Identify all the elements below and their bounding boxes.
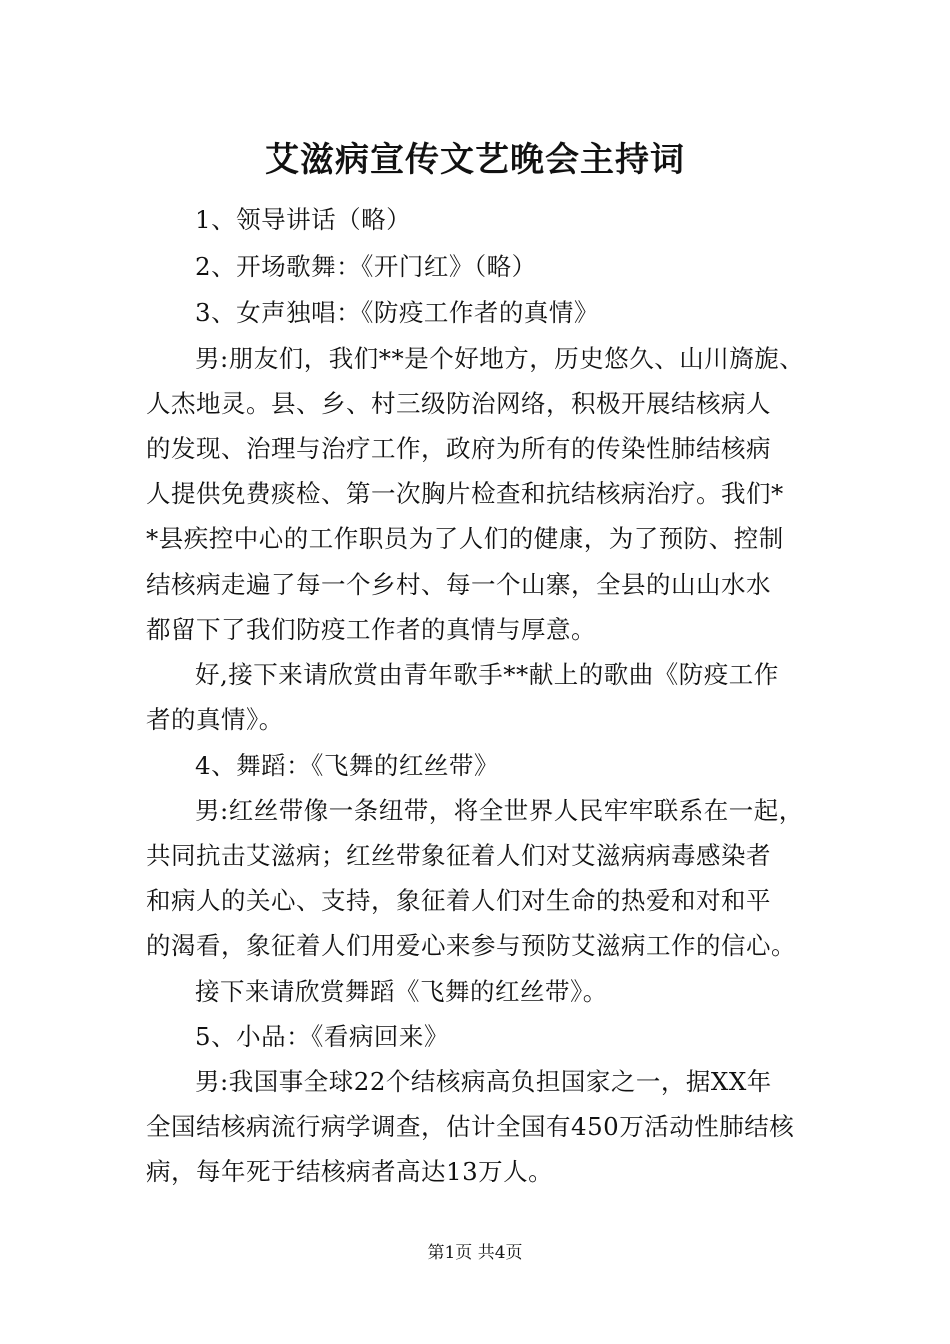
paragraph-line: *县疾控中心的工作职员为了人们的健康，为了预防、控制 [146,524,784,553]
paragraph-line: 全国结核病流行病学调查，估计全国有450万活动性肺结核 [146,1112,795,1141]
item-line-4: 4、舞蹈：《飞舞的红丝带》 [195,751,499,780]
paragraph-line: 男:朋友们，我们**是个好地方，历史悠久、山川旖旎、 [195,344,805,373]
paragraph-line: 好,接下来请欣赏由青年歌手**献上的歌曲《防疫工作 [195,660,779,689]
paragraph-line: 和病人的关心、支持，象征着人们对生命的热爱和对和平 [146,886,771,915]
document-title: 艾滋病宣传文艺晚会主持词 [265,140,685,180]
paragraph-line: 男:红丝带像一条纽带，将全世界人民牢牢联系在一起， [195,796,804,825]
item-line-5: 5、小品：《看病回来》 [195,1022,449,1051]
paragraph-line: 共同抗击艾滋病；红丝带象征着人们对艾滋病病毒感染者 [146,841,771,870]
paragraph-line: 人杰地灵。县、乡、村三级防治网络，积极开展结核病人 [146,389,771,418]
paragraph-line: 病，每年死于结核病者高达13万人。 [146,1157,554,1186]
item-line-2: 2、开场歌舞：《开门红》（略） [195,252,537,281]
paragraph-line: 都留下了我们防疫工作者的真情与厚意。 [146,615,596,644]
page-footer: 第1页 共4页 [427,1243,523,1263]
paragraph-line: 人提供免费痰检、第一次胸片检查和抗结核病治疗。我们* [146,479,784,508]
paragraph-line: 的渴看，象征着人们用爱心来参与预防艾滋病工作的信心。 [146,931,796,960]
item-line-1: 1、领导讲话（略） [195,205,412,234]
paragraph-line: 男:我国事全球22个结核病高负担国家之一，据XX年 [195,1067,772,1096]
paragraph-line: 接下来请欣赏舞蹈《飞舞的红丝带》。 [195,977,608,1006]
item-line-3: 3、女声独唱：《防疫工作者的真情》 [195,298,599,327]
paragraph-line: 结核病走遍了每一个乡村、每一个山寨，全县的山山水水 [146,570,771,599]
paragraph-line: 者的真情》。 [146,705,284,734]
paragraph-line: 的发现、治理与治疗工作，政府为所有的传染性肺结核病 [146,434,771,463]
